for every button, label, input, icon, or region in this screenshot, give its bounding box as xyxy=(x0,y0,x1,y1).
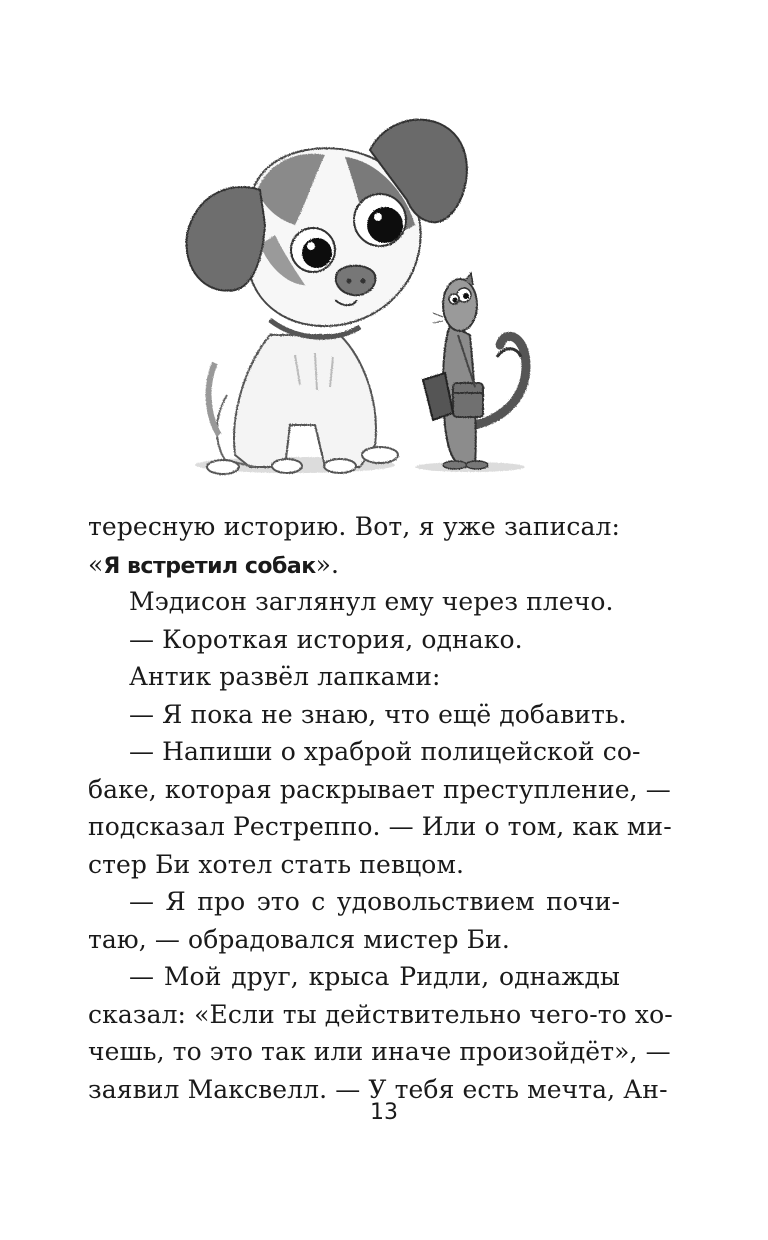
body-text xyxy=(88,508,673,1108)
text-line: Антик развёл лапками: xyxy=(129,662,441,691)
text-line: Мэдисон заглянул ему через плечо. xyxy=(129,587,614,616)
text-line: — Я про это с удовольствием почи- xyxy=(129,887,620,916)
text-line: таю, — обрадовался мистер Би. xyxy=(88,924,510,954)
text-line: подсказал Рестреппо. — Или о том, как ми- xyxy=(88,812,672,841)
quote-open: « xyxy=(88,549,104,579)
quote-line xyxy=(88,546,620,584)
text-line: чешь, то это так или иначе произойдёт», — xyxy=(88,1037,671,1066)
page-number: 13 xyxy=(370,1100,398,1125)
text-line: стер Би хотел стать певцом. xyxy=(88,849,465,879)
text-line: тересную историю. Вот, я уже записал: xyxy=(88,512,620,541)
dog-figure xyxy=(187,120,467,474)
text-line: сказал: «Если ты действительно чего-то хо- xyxy=(88,999,673,1029)
dog-and-squirrel-illustration xyxy=(175,95,535,485)
squirrel-figure xyxy=(415,273,526,472)
text-line: — Короткая история, однако. xyxy=(129,624,523,654)
handwritten-quote: Я встретил собак xyxy=(103,553,316,579)
text-line: — Мой друг, крыса Ридли, однажды xyxy=(129,962,620,991)
quote-close: ». xyxy=(315,549,340,579)
text-line: — Я пока не знаю, что ещё добавить. xyxy=(129,699,627,729)
text-line: заявил Максвелл. — У тебя есть мечта, Ан- xyxy=(88,1074,668,1104)
text-line: баке, которая раскрывает преступление, — xyxy=(88,774,671,804)
text-line: — Напиши о храброй полицейской со- xyxy=(129,737,641,766)
